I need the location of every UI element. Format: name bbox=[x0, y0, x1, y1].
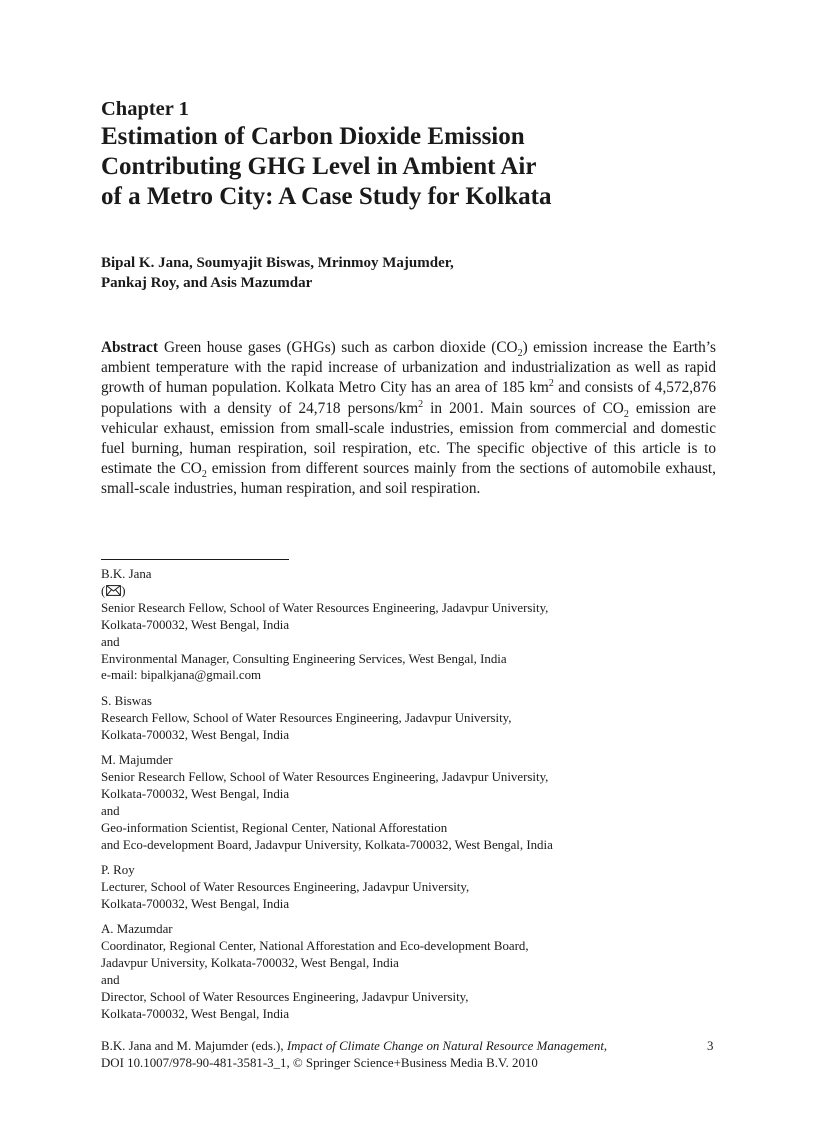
affiliation-line: Kolkata-700032, West Bengal, India bbox=[101, 1006, 290, 1021]
book-title: Impact of Climate Change on Natural Resource Management bbox=[286, 1039, 604, 1053]
author-list bbox=[101, 253, 454, 293]
affiliation-line: Senior Research Fellow, School of Water Resources Engineering, Jadavpur University, bbox=[101, 769, 549, 784]
citation-footer bbox=[101, 1038, 716, 1072]
abstract-text: ) emission increase the Earth’s ambient temperature with the rapid increase of urbanization and industrialization as well as rapid growth of human population. Kolkata Metro City has an area of 185 km bbox=[101, 339, 716, 397]
affiliation-line: Coordinator, Regional Center, National Afforestation and Eco-development Board, bbox=[101, 939, 529, 954]
affiliation-line: Kolkata-700032, West Bengal, India bbox=[101, 896, 290, 911]
subscript: 2 bbox=[623, 408, 629, 420]
page-number: 3 bbox=[707, 1039, 714, 1053]
affiliation-line: and bbox=[101, 803, 120, 818]
author-line: Pankaj Roy, and Asis Mazumdar bbox=[101, 275, 313, 291]
affiliation-line: Kolkata-700032, West Bengal, India bbox=[101, 727, 290, 742]
affiliation-line: Environmental Manager, Consulting Engineering Services, West Bengal, India bbox=[101, 651, 507, 666]
abstract-text: in 2001. Main sources of CO bbox=[423, 399, 624, 417]
abstract bbox=[101, 338, 716, 500]
affiliation-majumder bbox=[101, 752, 716, 853]
subscript: 2 bbox=[201, 469, 207, 481]
affiliation-jana: B.K. Jana ( ) Senior Research Fellow, School of Water Resources Engineering, Jadavpur University, Kolkata-700032, West Bengal, India and Environmental Manager, Consulting Engineering Services, West Bengal, India e-mail: bipalkjana@gmail.com bbox=[101, 566, 716, 684]
affiliation-line: Kolkata-700032, West Bengal, India bbox=[101, 786, 290, 801]
chapter-title-line: Estimation of Carbon Dioxide Emission bbox=[101, 123, 525, 150]
affiliation-name: P. Roy bbox=[101, 863, 135, 877]
affiliation-line: Jadavpur University, Kolkata-700032, West Bengal, India bbox=[101, 956, 399, 971]
affiliation-line: Geo-information Scientist, Regional Center, National Afforestation bbox=[101, 820, 448, 835]
affiliations bbox=[101, 566, 716, 1031]
superscript: 2 bbox=[548, 378, 554, 390]
affiliation-line: Senior Research Fellow, School of Water Resources Engineering, Jadavpur University, bbox=[101, 600, 549, 615]
envelope-icon[interactable] bbox=[106, 585, 121, 596]
affiliation-line: Director, School of Water Resources Engineering, Jadavpur University, bbox=[101, 989, 469, 1004]
email-line[interactable]: e-mail: bipalkjana@gmail.com bbox=[101, 668, 262, 683]
affiliation-line: and bbox=[101, 634, 120, 649]
subscript: 2 bbox=[517, 348, 523, 360]
affiliation-line: Research Fellow, School of Water Resources Engineering, Jadavpur University, bbox=[101, 710, 512, 725]
affiliation-name: A. Mazumdar bbox=[101, 922, 173, 937]
citation-comma: , bbox=[603, 1039, 608, 1053]
citation-editors: B.K. Jana and M. Majumder (eds.), bbox=[101, 1039, 287, 1053]
affiliation-roy bbox=[101, 862, 716, 913]
abstract-text: emission are vehicular exhaust, emission from small-scale industries, emission from commercial and domestic fuel burning, human respiration, soil respiration, etc. The specific objective of this article is to estimate the CO bbox=[101, 399, 717, 478]
affiliation-name: M. Majumder bbox=[101, 753, 173, 768]
affiliation-line: and bbox=[101, 972, 120, 987]
affiliation-biswas bbox=[101, 693, 716, 744]
abstract-label: Abstract bbox=[101, 339, 158, 356]
citation-line bbox=[101, 1038, 716, 1055]
chapter-title-line: Contributing GHG Level in Ambient Air bbox=[101, 153, 537, 180]
author-line: Bipal K. Jana, Soumyajit Biswas, Mrinmoy Majumder, bbox=[101, 255, 454, 271]
superscript: 2 bbox=[418, 398, 424, 410]
affiliation-name: S. Biswas bbox=[101, 693, 152, 708]
doi-line: DOI 10.1007/978-90-481-3581-3_1, © Springer Science+Business Media B.V. 2010 bbox=[101, 1056, 538, 1070]
abstract-text: Green house gases (GHGs) such as carbon dioxide (CO bbox=[163, 339, 518, 356]
abstract-text: and consists of 4,572,876 populations with a density of 24,718 persons/km bbox=[101, 379, 716, 417]
chapter-label: Chapter 1 bbox=[101, 98, 189, 120]
chapter-title bbox=[101, 122, 741, 212]
affiliation-line: Lecturer, School of Water Resources Engineering, Jadavpur University, bbox=[101, 879, 470, 894]
affiliation-mazumdar bbox=[101, 921, 716, 1022]
affiliation-name: B.K. Jana bbox=[101, 567, 152, 581]
chapter-title-line: of a Metro City: A Case Study for Kolkata bbox=[101, 183, 552, 210]
affiliation-line: Kolkata-700032, West Bengal, India bbox=[101, 617, 290, 632]
affiliation-line: and Eco-development Board, Jadavpur University, Kolkata-700032, West Bengal, India bbox=[101, 837, 553, 852]
abstract-text: emission from different sources mainly from the sections of automobile exhaust, small-scale industries, human respiration, and soil respiration. bbox=[101, 460, 716, 498]
footnote-divider bbox=[101, 559, 289, 560]
